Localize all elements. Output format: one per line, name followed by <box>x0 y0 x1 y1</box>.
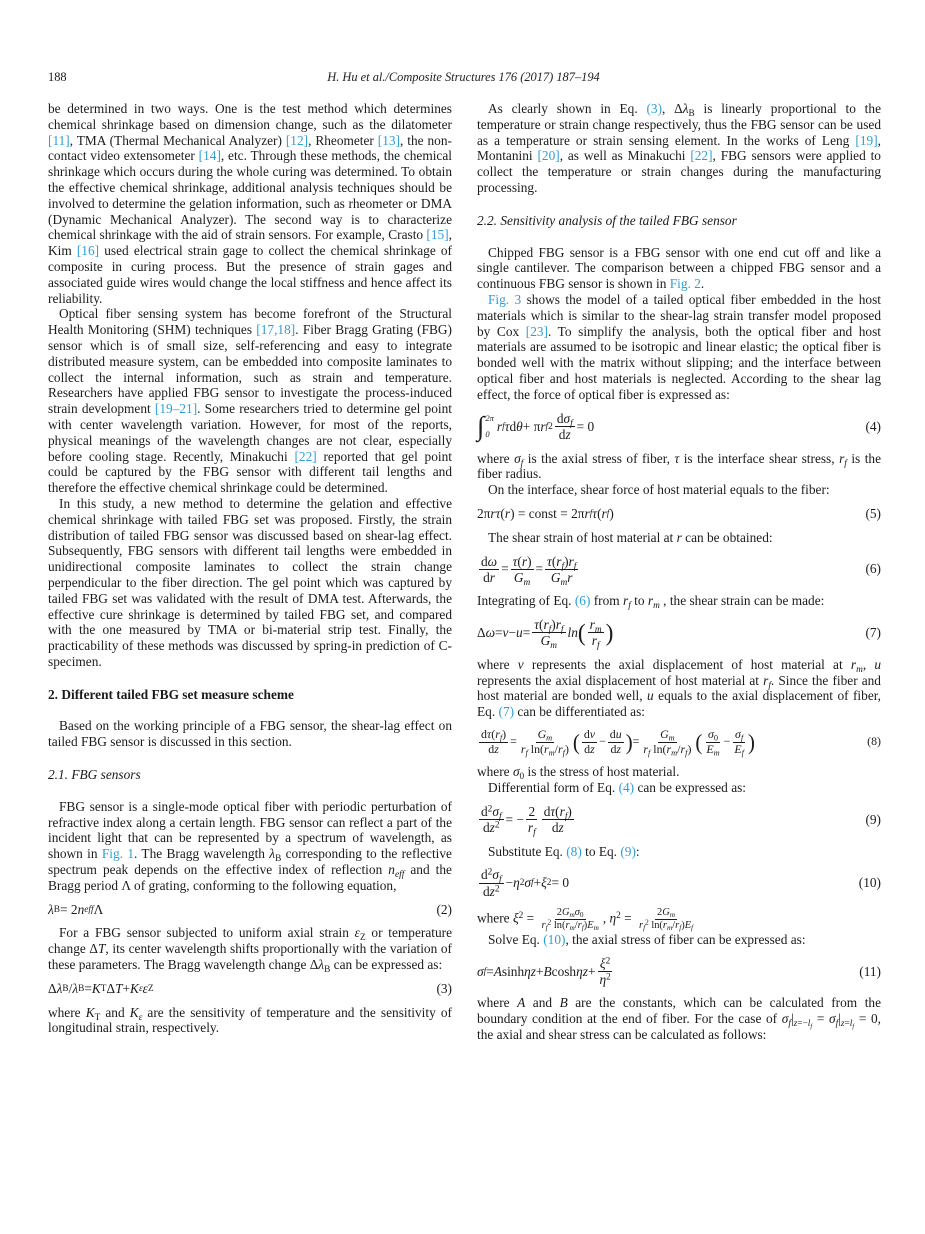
i: σ <box>781 1011 789 1027</box>
i: r <box>591 633 597 649</box>
sup: 2 <box>494 820 500 831</box>
fraction: $\frac{G_m}{r_f \ln(r_m/r_f)}$ <box>520 726 569 758</box>
paragraph: On the interface, shear force of host material equals to the fiber: <box>488 482 830 498</box>
subi: ε <box>138 1012 143 1023</box>
i: G <box>660 726 669 741</box>
i: z <box>489 820 495 836</box>
subi: m <box>669 911 676 920</box>
sub: 0 <box>519 772 525 783</box>
i: G <box>513 569 524 585</box>
column-right <box>477 101 881 1043</box>
i: σ <box>492 803 499 819</box>
i: u <box>874 656 882 672</box>
i: η <box>609 910 617 926</box>
i: η <box>576 963 583 979</box>
i: r <box>490 505 496 521</box>
paragraph: FBG sensor is a single-mode optical fiber with periodic perturbation of refractive index along a certain length. FBG sensor can reflect a part of the incident light that can be represented by a spectrum of wavelength, as shown in Fig. 1. The Bragg wavelength $\lambda_B$ corresponding to the reflective spectrum peak depends on the effective index of reflection $n_{eff}$ and the Bragg period Λ of grating, conforming to the following equation, <box>48 798 452 893</box>
sub: z=lf <box>840 1019 855 1030</box>
subi: f <box>810 1022 813 1030</box>
subi: f <box>548 624 552 635</box>
subsection-heading: 2.2. Sensitivity analysis of the tailed FBG sensor <box>477 212 737 228</box>
equation-body: Δ ω = v − u = $\frac{\tau(r_f)r_f}{G_m}$ ln ( $\frac{r_m}{r_f}$ ) <box>477 617 614 652</box>
subi: m <box>550 641 558 652</box>
i: z <box>616 741 622 756</box>
fraction <box>704 728 721 756</box>
subi: f <box>498 811 502 822</box>
i: r <box>527 820 534 836</box>
i: r <box>639 919 644 931</box>
i: r <box>557 741 563 756</box>
subsection-heading: 2.1. FBG sensors <box>48 767 141 783</box>
sup: 2 <box>518 910 524 921</box>
sub: B <box>275 854 282 865</box>
i: r <box>662 919 667 931</box>
subi: f <box>525 748 528 758</box>
subi: f <box>581 924 584 933</box>
i: v <box>502 624 509 640</box>
citation-link[interactable]: [11] <box>48 132 70 148</box>
i: τ <box>504 418 510 434</box>
paragraph: For a FBG sensor subjected to uniform axial strain $\varepsilon_Z$ or temperature change ΔT, its center wavelength shifts proportionally with the variation of these parameters. The Bragg wavelength change $\Delta\lambda_B$ can be expressed as: <box>48 925 452 975</box>
i: z <box>530 963 536 979</box>
fraction <box>597 956 612 988</box>
paragraph: where $\sigma_0$ is the stress of host material. <box>477 764 680 783</box>
i: G <box>537 726 547 741</box>
i: λ <box>269 846 276 862</box>
citation-link[interactable]: (8) <box>566 843 582 859</box>
subi: f <box>533 828 536 838</box>
i: σ <box>707 726 714 741</box>
i: λ <box>56 980 63 996</box>
equation-body: $\frac{d\tau(r_f)}{dz}$ = $\frac{G_m}{r_f \ln(r_m/r_f)}$ ( $\frac{dv}{dz}$ − $\frac{du}{dz}$ ) = $\frac{G_m}{r_f \ln(r_m/r_f)}$ ( $\frac{\sigma_0}{E_m}$ − $\frac{\sigma_f}{E_f}$ ) <box>481 726 755 758</box>
sup: 2 <box>616 910 621 921</box>
i: A <box>517 995 526 1011</box>
citation-link[interactable]: [17,18] <box>256 322 296 338</box>
i: σ <box>524 875 531 891</box>
equation-10 <box>477 867 881 899</box>
subi: m <box>569 911 575 920</box>
i: σ <box>512 764 520 780</box>
subi: m <box>856 664 863 675</box>
citation-link[interactable]: Fig. 3 <box>488 291 522 307</box>
subi: f <box>788 1019 791 1030</box>
subi: f <box>560 624 564 635</box>
i: τ <box>512 553 518 569</box>
fraction: $\frac{\tau(r_f)r_f}{G_m}$ <box>534 617 564 652</box>
citation-link[interactable]: (9) <box>620 843 636 859</box>
i: r <box>521 553 528 569</box>
i: r <box>565 919 570 931</box>
i: G <box>550 569 561 585</box>
equation-number: (2) <box>436 901 452 917</box>
subi: f <box>691 924 694 933</box>
i: r <box>584 505 590 521</box>
i: ε <box>142 980 148 996</box>
i: z <box>494 741 499 756</box>
i: E <box>706 741 714 756</box>
citation-link[interactable]: [22] <box>294 448 317 464</box>
paragraph: where $\xi^2$ = $\frac{2G_m\sigma_0}{r_f^2 \ln(r_m/r_f)E_m}$ , $\eta^2$ = $\frac{2G_m}{r_f^2 \ln(r_m/r_f)E_f}$ <box>477 907 694 933</box>
i: λ <box>682 101 689 116</box>
i: λ <box>318 957 325 973</box>
equation-number: (7) <box>865 624 881 640</box>
fraction: $\frac{2}{r_f}$ <box>527 803 536 838</box>
sub: z=−lf <box>793 1019 813 1030</box>
paragraph: Substitute Eq. (8) to Eq. (9): <box>488 843 640 859</box>
fraction: $\frac{d\tau(r_f)}{dz}$ <box>543 803 572 836</box>
subi: f <box>648 748 651 758</box>
equation-7 <box>477 617 881 652</box>
i: r <box>676 529 682 545</box>
i: τ <box>486 726 492 741</box>
fraction <box>588 617 604 652</box>
equation-2 <box>48 902 452 918</box>
i: τ <box>592 505 598 521</box>
fraction: $\frac{d\omega}{dr}$ <box>481 553 498 585</box>
citation-link[interactable]: [12] <box>285 132 309 148</box>
i: r <box>555 617 561 633</box>
i: G <box>562 907 570 919</box>
equation-body: Δ λ B / λ B = K T Δ T + K ε ε Z <box>48 980 154 996</box>
i: r <box>568 553 574 569</box>
i: T <box>98 941 106 957</box>
i: ε <box>354 925 360 941</box>
paragraph: As clearly shown in Eq. (3), $\Delta\lambda_B$ is linearly proportional to the temperature or strain change respectively, thus the FBG sensor can be used as a temperature or strain sensing element. In the works of Leng [19], Montanini [20], as well as Minakuchi [22], FBG sensors were applied to collect the temperature or strain changes during the manufacturing processing. <box>477 101 881 195</box>
i: r <box>520 741 526 756</box>
fraction: $\frac{G_m}{r_f \ln(r_m/r_f)}$ <box>643 726 692 758</box>
section-heading: 2. Different tailed FBG set measure scheme <box>48 686 294 702</box>
sup: 2 <box>645 918 649 927</box>
citation-link[interactable]: [13] <box>377 132 401 148</box>
subi: m <box>560 577 568 588</box>
i: ln <box>567 624 578 640</box>
subi: f <box>643 924 646 933</box>
equation-number: (5) <box>865 505 881 521</box>
equation-body: $\frac{d\omega}{dr}$ = $\frac{\tau(r)}{G_m}$ = $\frac{\tau(r_f)r_f}{G_mr}$ <box>481 553 577 588</box>
running-header <box>48 70 879 85</box>
i: z <box>558 820 564 836</box>
equation-number: (10) <box>858 875 881 891</box>
citation-link[interactable]: (4) <box>618 780 635 796</box>
equation-11 <box>477 956 881 988</box>
i: σ <box>574 907 580 919</box>
i: B <box>543 963 552 979</box>
i: B <box>559 995 568 1011</box>
subi: f <box>545 924 548 933</box>
paragraph: The shear strain of host material at r can be obtained: <box>488 529 773 545</box>
paragraph: Solve Eq. (10), the axial stress of fiber can be expressed as: <box>488 931 806 947</box>
i: r <box>496 418 503 434</box>
subi: f <box>852 1022 855 1030</box>
i: u <box>516 624 523 640</box>
sub: Z <box>359 933 366 944</box>
subi: m <box>653 601 660 612</box>
subi: f <box>741 748 744 758</box>
citation-link[interactable]: (7) <box>498 704 515 720</box>
subi: m <box>594 624 602 635</box>
equation-number: (4) <box>865 418 881 434</box>
i: r <box>544 741 549 756</box>
paragraph: Based on the working principle of a FBG sensor, the shear-lag effect on tailed FBG sensor is discussed in this section. <box>48 718 452 750</box>
i: z <box>793 1019 798 1030</box>
subi: f <box>499 733 503 743</box>
equation-8 <box>477 728 881 756</box>
i: K <box>85 1004 95 1020</box>
i: n <box>77 901 85 917</box>
fraction: $\frac{dv}{dz}$ <box>583 726 596 756</box>
equation-body: σ f = A sinh η z + B cosh η z + $\frac{\xi^2}{\eta^2}$ <box>477 955 611 988</box>
i: l <box>807 1019 811 1030</box>
i: r <box>577 919 582 931</box>
i: ω <box>487 553 498 569</box>
i: l <box>849 1019 853 1030</box>
i: r <box>675 919 680 931</box>
i: z <box>582 963 588 979</box>
paragraph: Integrating of Eq. (6) from $r_f$ to $r_m$ , the shear strain can be made: <box>477 593 825 612</box>
sup: 2 <box>494 884 500 895</box>
i: ξ <box>541 875 547 891</box>
i: E <box>734 741 742 756</box>
fraction: $\frac{d^2\sigma_f}{dz^2}$ <box>481 803 502 836</box>
i: K <box>130 980 139 996</box>
subi: f <box>740 733 744 743</box>
subi: f <box>679 924 682 933</box>
citation-link[interactable]: (6) <box>574 593 591 609</box>
i: λ <box>48 901 54 917</box>
i: σ <box>563 410 571 426</box>
subi: f <box>685 748 688 758</box>
i: ξ <box>512 910 519 926</box>
i: r <box>647 593 654 609</box>
fraction: $\frac{d\tau(r_f)}{dz}$ <box>481 726 507 756</box>
fraction: $\frac{d\sigma_f}{dz}$ <box>556 410 573 443</box>
paragraph: Chipped FBG sensor is a FBG sensor with one end cut off and like a single cantilever. The comparison between a chipped FBG sensor and a continuous FBG sensor is shown in Fig. 2. <box>477 244 881 292</box>
i: z <box>489 883 495 899</box>
subi: f <box>628 601 631 612</box>
subi: m <box>668 733 675 743</box>
i: σ <box>735 726 741 741</box>
i: v <box>517 656 524 672</box>
citation-link[interactable]: [19–21] <box>154 401 198 417</box>
subi: m <box>713 748 720 758</box>
i: τ <box>550 803 556 819</box>
i: r <box>680 741 686 756</box>
paragraph: In this study, a new method to determine the gelation and effective chemical shrinkage with tailed FBG set was proposed. Firstly, the strain distribution of tailed FBG sensor was discussed based on shear-lag effect. Subsequently, FBG sensors with different tail lengths were embedded in unidirectional composite laminates to collect the strain change perpendicular to the fiber direction. The gel point which was captured by tailed FBG set was validated with the result of DMA test. Afterwards, the effective cure shrinkage is determined by tailed FBG set, and compared with the one measured by TMA or bi-material strip test. Finally, the practicability of these methods was discussed by spring-in prediction of C-specimen. <box>48 495 452 669</box>
equation-number: (11) <box>859 963 881 979</box>
equation-body: ∫ 2π 0 r f τ d θ + π r f 2 $\frac{d\sigma_f}{dz}$ = 0 <box>477 410 595 443</box>
subi: f <box>596 641 600 652</box>
subi: m <box>593 924 599 933</box>
paragraph: be determined in two ways. One is the test method which determines chemical shrinkage based on dimension change, such as the dilatometer [11], TMA (Thermal Mechanical Analyzer) [12], Rheometer [13], the non-contact video extensometer [14], etc. Through these methods, the chemical shrinkage which occurs during the whole curing was determined. To obtain the effective chemical shrinkage, additional analysis techniques should be involved to determine the gelation information, such as rheometer or DMA (Dynamic Mechanical Analyzer). The second way is to characterize chemical shrinkage with the aid of strain sensors. For example, Crasto [15], Kim [16] used electrical strain gage to collect the chemical shrinkage of composite in curing process. But the presence of strain gages and associated guide wires would change the local stiffness and hence affect its reliability. <box>48 101 452 306</box>
i: η <box>599 972 607 988</box>
integral-sign: ∫ 2π 0 <box>477 411 494 442</box>
i: r <box>643 741 648 756</box>
equation-body: 2π r τ ( r ) = const = 2π r f τ ( r f ) <box>477 505 614 521</box>
citation-link[interactable]: Fig. 2 <box>669 276 701 292</box>
i: E <box>684 919 692 931</box>
subi: f <box>570 418 573 429</box>
equation-body: $\frac{d^2\sigma_f}{dz^2}$ − η 2 σ f + ξ 2 = 0 <box>481 867 570 899</box>
citation-link[interactable]: (10) <box>543 931 566 947</box>
running-head-title: H. Hu et al./Composite Structures 176 (2017) 187–194 <box>327 70 600 84</box>
sub: B <box>688 108 695 119</box>
equation-body: $\frac{d^2\sigma_f}{dz^2}$ = − $\frac{2}{r_f}$ $\frac{d\tau(r_f)}{dz}$ <box>481 803 572 838</box>
paragraph: where $K_T$ and $K_\varepsilon$ are the sensitivity of temperature and the sensitivity of longitudinal strain, respectively. <box>48 1004 452 1036</box>
citation-link[interactable]: [23] <box>525 323 548 339</box>
sup: 2 <box>547 918 552 927</box>
equation-number: (8) <box>867 734 881 749</box>
fraction: $\frac{du}{dz}$ <box>609 726 622 756</box>
paragraph: where A and B are the constants, which can be calculated from the boundary condition at the end of fiber. For the case of $\sigma_f|_{z=-l_f} = \sigma_f|_{z=l_f} = 0$, the axial and shear stress can be calculated as follows: <box>477 995 881 1043</box>
paragraph: Differential form of Eq. (4) can be expressed as: <box>488 780 747 796</box>
fraction: $\frac{d^2\sigma_f}{dz^2}$ <box>481 867 502 899</box>
subi: f <box>520 458 524 469</box>
subi: m <box>548 748 555 758</box>
citation-link[interactable]: (3) <box>646 101 663 116</box>
i: τ <box>547 553 552 569</box>
i: η <box>524 963 531 979</box>
i: σ <box>514 450 521 466</box>
sup: 2 <box>487 804 493 815</box>
subi: f <box>573 561 577 572</box>
i: r <box>666 741 672 756</box>
subi: m <box>666 924 673 933</box>
subi: m <box>546 733 553 743</box>
i: τ <box>534 617 539 633</box>
citation-link[interactable]: [22] <box>690 148 713 164</box>
i: r <box>495 726 500 741</box>
subi: f <box>768 680 771 691</box>
column-left <box>48 101 452 1043</box>
i: r <box>567 569 573 585</box>
i: r <box>543 617 549 633</box>
citation-link[interactable]: Fig. 1 <box>101 846 135 862</box>
citation-link[interactable]: [14] <box>198 148 221 164</box>
citation-link[interactable]: [16] <box>76 243 100 259</box>
equation-number: (9) <box>865 811 881 827</box>
i: r <box>763 672 769 688</box>
two-column-body <box>48 101 881 1043</box>
sub: 0 <box>579 911 584 920</box>
i: r <box>540 418 546 434</box>
sup: 2 <box>606 972 611 983</box>
i: G <box>540 633 551 649</box>
paragraph: where v represents the axial displacement of host material at $r_m$, u represents the axial displacement of host material at $r_f$. Since the fiber and host material are bonded well, u equals to the axial displacement of fiber, Eq. (7) can be differentiated as: <box>477 656 882 720</box>
paragraph: where $\sigma_f$ is the axial stress of fiber, τ is the interface shear stress, $r_f$ is the fiber radius. <box>477 450 882 482</box>
i: σ <box>829 1011 836 1027</box>
i: λ <box>72 980 79 996</box>
citation-link[interactable]: [19] <box>855 132 878 148</box>
subi: m <box>569 924 575 933</box>
i: σ <box>477 963 484 979</box>
sub: 0 <box>713 733 719 743</box>
equation-6 <box>477 554 881 586</box>
subi: f <box>561 561 565 572</box>
subi: m <box>523 577 531 588</box>
i: r <box>504 505 511 521</box>
i: K <box>91 980 101 996</box>
i: G <box>662 907 670 919</box>
i: r <box>489 569 495 585</box>
subi: f <box>564 811 568 822</box>
fraction <box>732 728 746 756</box>
i: v <box>589 726 596 741</box>
equation-body: λ B = 2 n eff Λ <box>48 901 104 917</box>
i: σ <box>492 867 499 883</box>
i: u <box>615 726 622 741</box>
equation-5 <box>477 506 881 522</box>
i: r <box>623 593 629 609</box>
i: z <box>590 741 595 756</box>
sup: 2 <box>487 867 493 878</box>
i: z <box>565 427 571 443</box>
i: r <box>601 505 607 521</box>
i: A <box>493 963 502 979</box>
i: K <box>129 1004 139 1020</box>
equation-4 <box>477 411 881 443</box>
fraction: $\frac{2G_m\sigma_0}{r_f^2 \ln(r_m/r_f)E_m}$ <box>541 907 599 933</box>
i: r <box>541 919 546 931</box>
i: r <box>559 803 565 819</box>
i: r <box>850 656 857 672</box>
subi: f <box>844 458 847 469</box>
subi: eff <box>394 869 405 880</box>
i: τ <box>495 505 501 521</box>
sub: T <box>94 1012 101 1023</box>
paragraph: Fig. 3 shows the model of a tailed optical fiber embedded in the host materials which is similar to the shear-lag strain transfer model proposed by Cox [23]. To simplify the analysis, both the optical fiber and host materials are assumed to be isotropic and linear elastic; the optical fiber is bonded well with the matrix without slipping; and the interface between optical fiber and host materials is neglected. According to the shear lag effect, the force of optical fiber is expressed as: <box>477 291 881 402</box>
equation-number: (3) <box>436 980 452 996</box>
subi: f <box>835 1019 839 1030</box>
i: ω <box>485 624 496 640</box>
i: z <box>840 1019 845 1030</box>
subi: m <box>671 748 678 758</box>
sub: B <box>324 964 331 975</box>
i: u <box>647 688 654 704</box>
citation-link[interactable]: [20] <box>537 148 560 164</box>
paragraph: Optical fiber sensing system has become forefront of the Structural Health Monitoring (SHM) techniques [17,18]. Fiber Bragg Grating (FBG) sensor which is of small size, self-referencing and easy to integrate distributed measure system, can be embedded into composite laminates to collect the internal information, such as strain and temperature. Researchers have applied FBG sensor to investigate the process-induced strain development [19–21]. Some researchers tried to determine gel point with center wavelength variation. However, for most of the reports, physical meanings of the wavelength changes are not clear, especially before cooling stage. Recently, Minakuchi [22] reported that gel point could be captured by the FBG sensor with different tail lengths and therefore the effective chemical shrinkage could be determined. <box>48 306 452 496</box>
citation-link[interactable]: [15] <box>426 227 449 243</box>
i: T <box>115 980 123 996</box>
i: r <box>556 553 562 569</box>
i: r <box>839 450 845 466</box>
i: r <box>589 617 595 633</box>
fraction: $\frac{2G_m}{r_f^2 \ln(r_m/r_f)E_f}$ <box>639 907 694 933</box>
i: η <box>513 875 520 891</box>
page-number: 188 <box>48 70 67 84</box>
i: θ <box>516 418 523 434</box>
subi: f <box>498 875 502 886</box>
i: E <box>587 919 594 931</box>
i: τ <box>674 450 680 466</box>
i: ξ <box>599 955 606 971</box>
i: n <box>388 862 395 878</box>
fraction: $\frac{\tau(r_f)r_f}{G_mr}$ <box>547 553 577 588</box>
equation-number: (6) <box>865 561 881 577</box>
sup: 2 <box>605 956 611 967</box>
equation-9 <box>477 804 881 836</box>
equation-3 <box>48 981 452 997</box>
subi: f <box>562 748 565 758</box>
fraction: $\frac{\tau(r)}{G_m}$ <box>512 553 532 588</box>
